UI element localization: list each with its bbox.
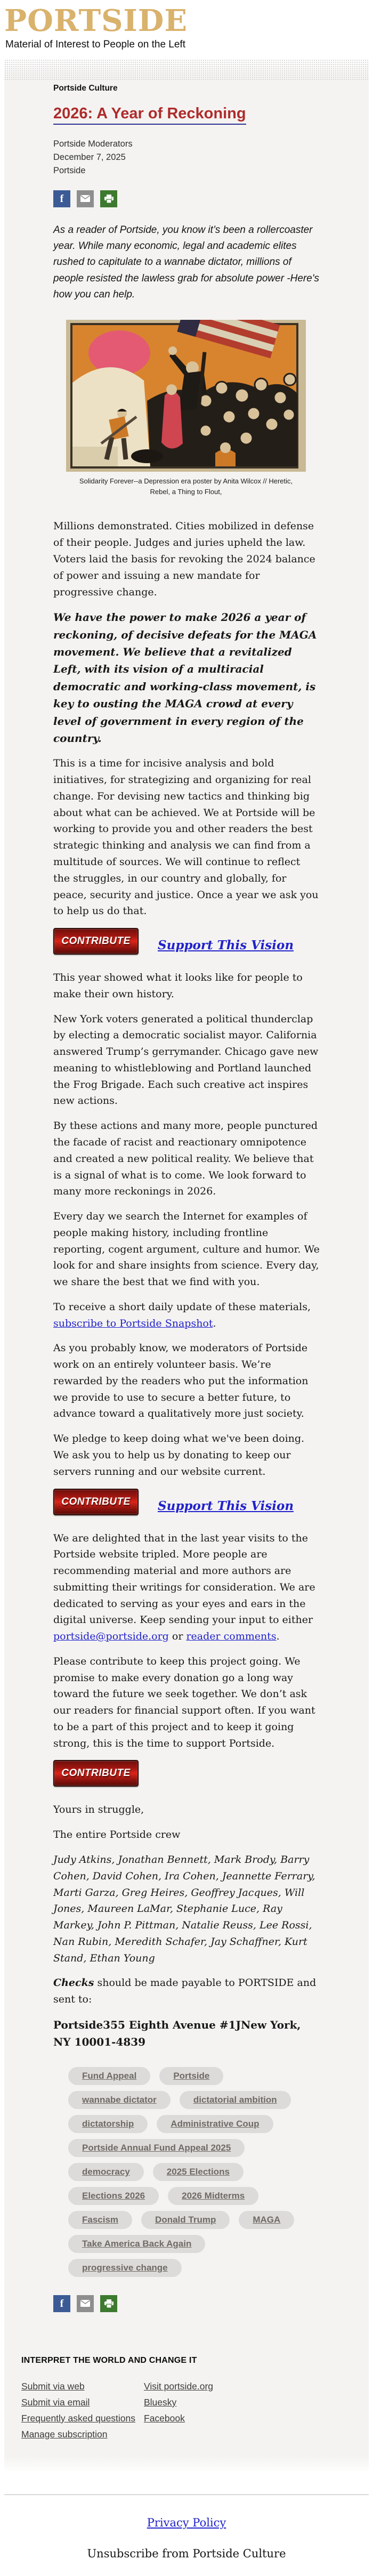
article-paragraph: By these actions and many more, people punctured the facade of racist and reactionary omnipotence and created a new political reality. We believe that is a signal of what is to come. We look forward to many more reckonings in 2026. <box>53 1120 318 1198</box>
byline-author: Portside Moderators <box>53 139 133 149</box>
inline-link[interactable]: subscribe to Portside Snapshot <box>53 1317 213 1329</box>
printer-icon <box>104 2299 113 2308</box>
article-paragraph: Judy Atkins, Jonathan Bennett, Mark Brody, Barry Cohen, David Cohen, Ira Cohen, Jeannette Ferrary, Marti Garza, Greg Heires, Geoffrey Jacques, Will Jones, Maureen LaMar, Stephanie Luce, Ray Markey, John P. Pittman, Natalie Reuss, Lee Rossi, Nan Rubin, Meredith Schafer, Jay Schaffner, Kurt Stand, Ethan Young <box>53 1854 315 1964</box>
article-paragraph: We have the power to make 2026 a year of reckoning, of decisive defeats for the MAGA movement. We believe that a revitalized Left, with its vision of a multiracial democratic and working-class movement, is key to ousting the MAGA crowd at every level of government in every region of the country. <box>53 611 317 745</box>
facebook-icon: f <box>60 192 64 205</box>
share-row-top <box>53 190 320 207</box>
article-paragraph: Every day we search the Internet for examples of people making history, including frontline reporting, cogent argument, culture and humor. We look for and share insights from science. Every day, we share the best that we find with you. <box>53 1210 320 1288</box>
tag-pill[interactable]: Donald Trump <box>141 2211 230 2229</box>
facebook-share-button[interactable] <box>53 2295 70 2312</box>
tag-list <box>68 2067 308 2277</box>
article-paragraph: This year showed what it looks like for people to make their own history. <box>53 972 303 1000</box>
article-paragraph: We pledge to keep doing what we've been doing. We ask you to help us by donating to keep our servers running and our website current. <box>53 1433 305 1477</box>
article-title-link[interactable]: 2026: A Year of Reckoning <box>53 105 246 125</box>
footer-link[interactable]: Submit via email <box>21 2396 90 2408</box>
article-paragraph: Checks should be made payable to PORTSIDE and sent to: <box>53 1977 317 2006</box>
page-bottom <box>0 2494 373 2560</box>
contribute-row <box>53 1489 320 1515</box>
article-content <box>4 84 369 2312</box>
tag-pill[interactable]: Elections 2026 <box>68 2187 159 2205</box>
article-paragraph: This is a time for incisive analysis and bold initiatives, for strategizing and organizing for real change. For devising new tactics and thinking big about what can be achieved. We at Portside will be working to provide you and other readers the best strategic thinking and analysis we can find from a multitude of sources. We will continue to reflect the struggles, in our country and globally, for peace, security and justice. Once a year we ask you to help us do that. <box>53 757 319 917</box>
section-label: Portside Culture <box>53 83 118 93</box>
footer-links-left <box>21 2378 144 2442</box>
share-row-bottom <box>53 2295 320 2312</box>
print-share-button[interactable] <box>100 2295 117 2312</box>
article-figure <box>66 320 306 497</box>
tag-pill[interactable]: Portside Annual Fund Appeal 2025 <box>68 2139 245 2157</box>
intro-paragraph: As a reader of Portside, you know it’s been a rollercoaster year. While many economic, legal and academic elites rushed to capitulate to a wannabe dictator, millions of people resisted the lawless grab for absolute power -Here's how you can help. <box>53 224 319 301</box>
article-paragraph: Portside355 Eighth Avenue #1JNew York, NY 10001-4839 <box>53 2018 301 2049</box>
contribute-button[interactable]: CONTRIBUTE <box>53 1489 139 1515</box>
article-paragraph: We are delighted that in the last year visits to the Portside website tripled. More people are recommending material and more authors are submitting their writings for consideration. We are dedicated to serving as your eyes and ears in the digital universe. Keep sending your input to either portside@portside.org or reader comments. <box>53 1532 315 1643</box>
panel-top-texture <box>4 59 369 80</box>
tag-pill[interactable]: Administrative Coup <box>157 2115 273 2133</box>
article-paragraph: As you probably know, we moderators of Portside work on an entirely volunteer basis. We’re rewarded by the readers who put the information we provide to use to secure a better future, to advance toward a qualitatively more just society. <box>53 1342 309 1420</box>
site-header <box>0 0 373 51</box>
portside-logo: PORTSIDE <box>4 3 188 38</box>
facebook-share-button[interactable] <box>53 190 70 207</box>
site-tagline: Material of Interest to People on the Left <box>5 38 185 50</box>
byline-date: December 7, 2025 <box>53 152 126 163</box>
footer-link[interactable]: Submit via web <box>21 2380 85 2392</box>
contribute-button[interactable]: CONTRIBUTE <box>53 928 139 955</box>
privacy-policy-link[interactable]: Privacy Policy <box>147 2516 226 2530</box>
support-vision-link[interactable]: Support This Vision <box>158 1498 294 1513</box>
footer-heading: INTERPRET THE WORLD AND CHANGE IT <box>21 2355 197 2365</box>
article-paragraph: Please contribute to keep this project going. We promise to make every donation go a long way toward the future we seek together. We don’t ask our readers for financial support often. If you want to be a part of this project and to keep it going strong, this is the time to support Portside. <box>53 1655 315 1749</box>
tag-pill[interactable]: dictatorship <box>68 2115 148 2133</box>
article-body <box>53 518 320 2050</box>
inline-link[interactable]: reader comments <box>186 1630 277 1643</box>
email-share-button[interactable] <box>77 190 94 207</box>
support-vision-link[interactable]: Support This Vision <box>158 938 294 953</box>
article-paragraph: Millions demonstrated. Cities mobilized in defense of their people. Judges and juries upheld the law. Voters laid the basis for revoking the 2024 balance of power and issuing a new mandate for progressive change. <box>53 520 315 598</box>
footer-link[interactable]: Manage subscription <box>21 2428 108 2440</box>
article-paragraph: New York voters generated a political thunderclap by electing a democratic socialist mayor. California answered Trump’s gerrymander. Chicago gave new meaning to whistleblowing and Portland launched the Frog Brigade. Each such creative act inspires new actions. <box>53 1013 319 1107</box>
tag-pill[interactable]: democracy <box>68 2163 144 2181</box>
email-share-button[interactable] <box>77 2295 94 2312</box>
contribute-button[interactable]: CONTRIBUTE <box>53 1760 139 1787</box>
tag-pill[interactable]: Portside <box>159 2067 223 2085</box>
tag-pill[interactable]: Fascism <box>68 2211 132 2229</box>
tag-pill[interactable]: Fund Appeal <box>68 2067 150 2085</box>
panel-bottom-texture <box>4 2456 369 2471</box>
footer-link[interactable]: Frequently asked questions <box>21 2412 136 2424</box>
tag-pill[interactable]: 2025 Elections <box>153 2163 244 2181</box>
tag-pill[interactable]: dictatorial ambition <box>180 2091 291 2109</box>
tag-pill[interactable]: progressive change <box>68 2259 182 2277</box>
footer-link[interactable]: Visit portside.org <box>144 2380 214 2392</box>
facebook-icon: f <box>60 2297 64 2309</box>
envelope-icon <box>80 2300 90 2307</box>
article-paragraph: To receive a short daily update of these materials, subscribe to Portside Snapshot. <box>53 1301 311 1329</box>
article-paragraph: Yours in struggle, <box>53 1804 144 1816</box>
contribute-row <box>53 928 320 955</box>
inline-link[interactable]: portside@portside.org <box>53 1630 169 1643</box>
contribute-row <box>53 1760 320 1787</box>
footer-link[interactable]: Bluesky <box>144 2396 177 2408</box>
envelope-icon <box>80 195 90 202</box>
footer-link[interactable]: Facebook <box>144 2412 185 2424</box>
article-paragraph: The entire Portside crew <box>53 1829 181 1841</box>
footer-links-right <box>144 2378 213 2442</box>
image-caption: Solidarity Forever--a Depression era poster by Anita Wilcox // Heretic, Rebel, a Thing to Flout, <box>79 477 293 496</box>
tag-pill[interactable]: 2026 Midterms <box>168 2187 258 2205</box>
tag-pill[interactable]: Take America Back Again <box>68 2235 205 2253</box>
tag-pill[interactable]: wannabe dictator <box>68 2091 171 2109</box>
byline <box>53 138 320 177</box>
printer-icon <box>104 195 113 203</box>
panel-footer <box>4 2327 369 2456</box>
unsubscribe-text: Unsubscribe from Portside Culture <box>87 2547 286 2561</box>
newsletter-panel <box>4 59 369 2471</box>
print-share-button[interactable] <box>100 190 117 207</box>
byline-source: Portside <box>53 165 86 175</box>
tag-pill[interactable]: MAGA <box>239 2211 294 2229</box>
poster-image <box>66 320 306 472</box>
